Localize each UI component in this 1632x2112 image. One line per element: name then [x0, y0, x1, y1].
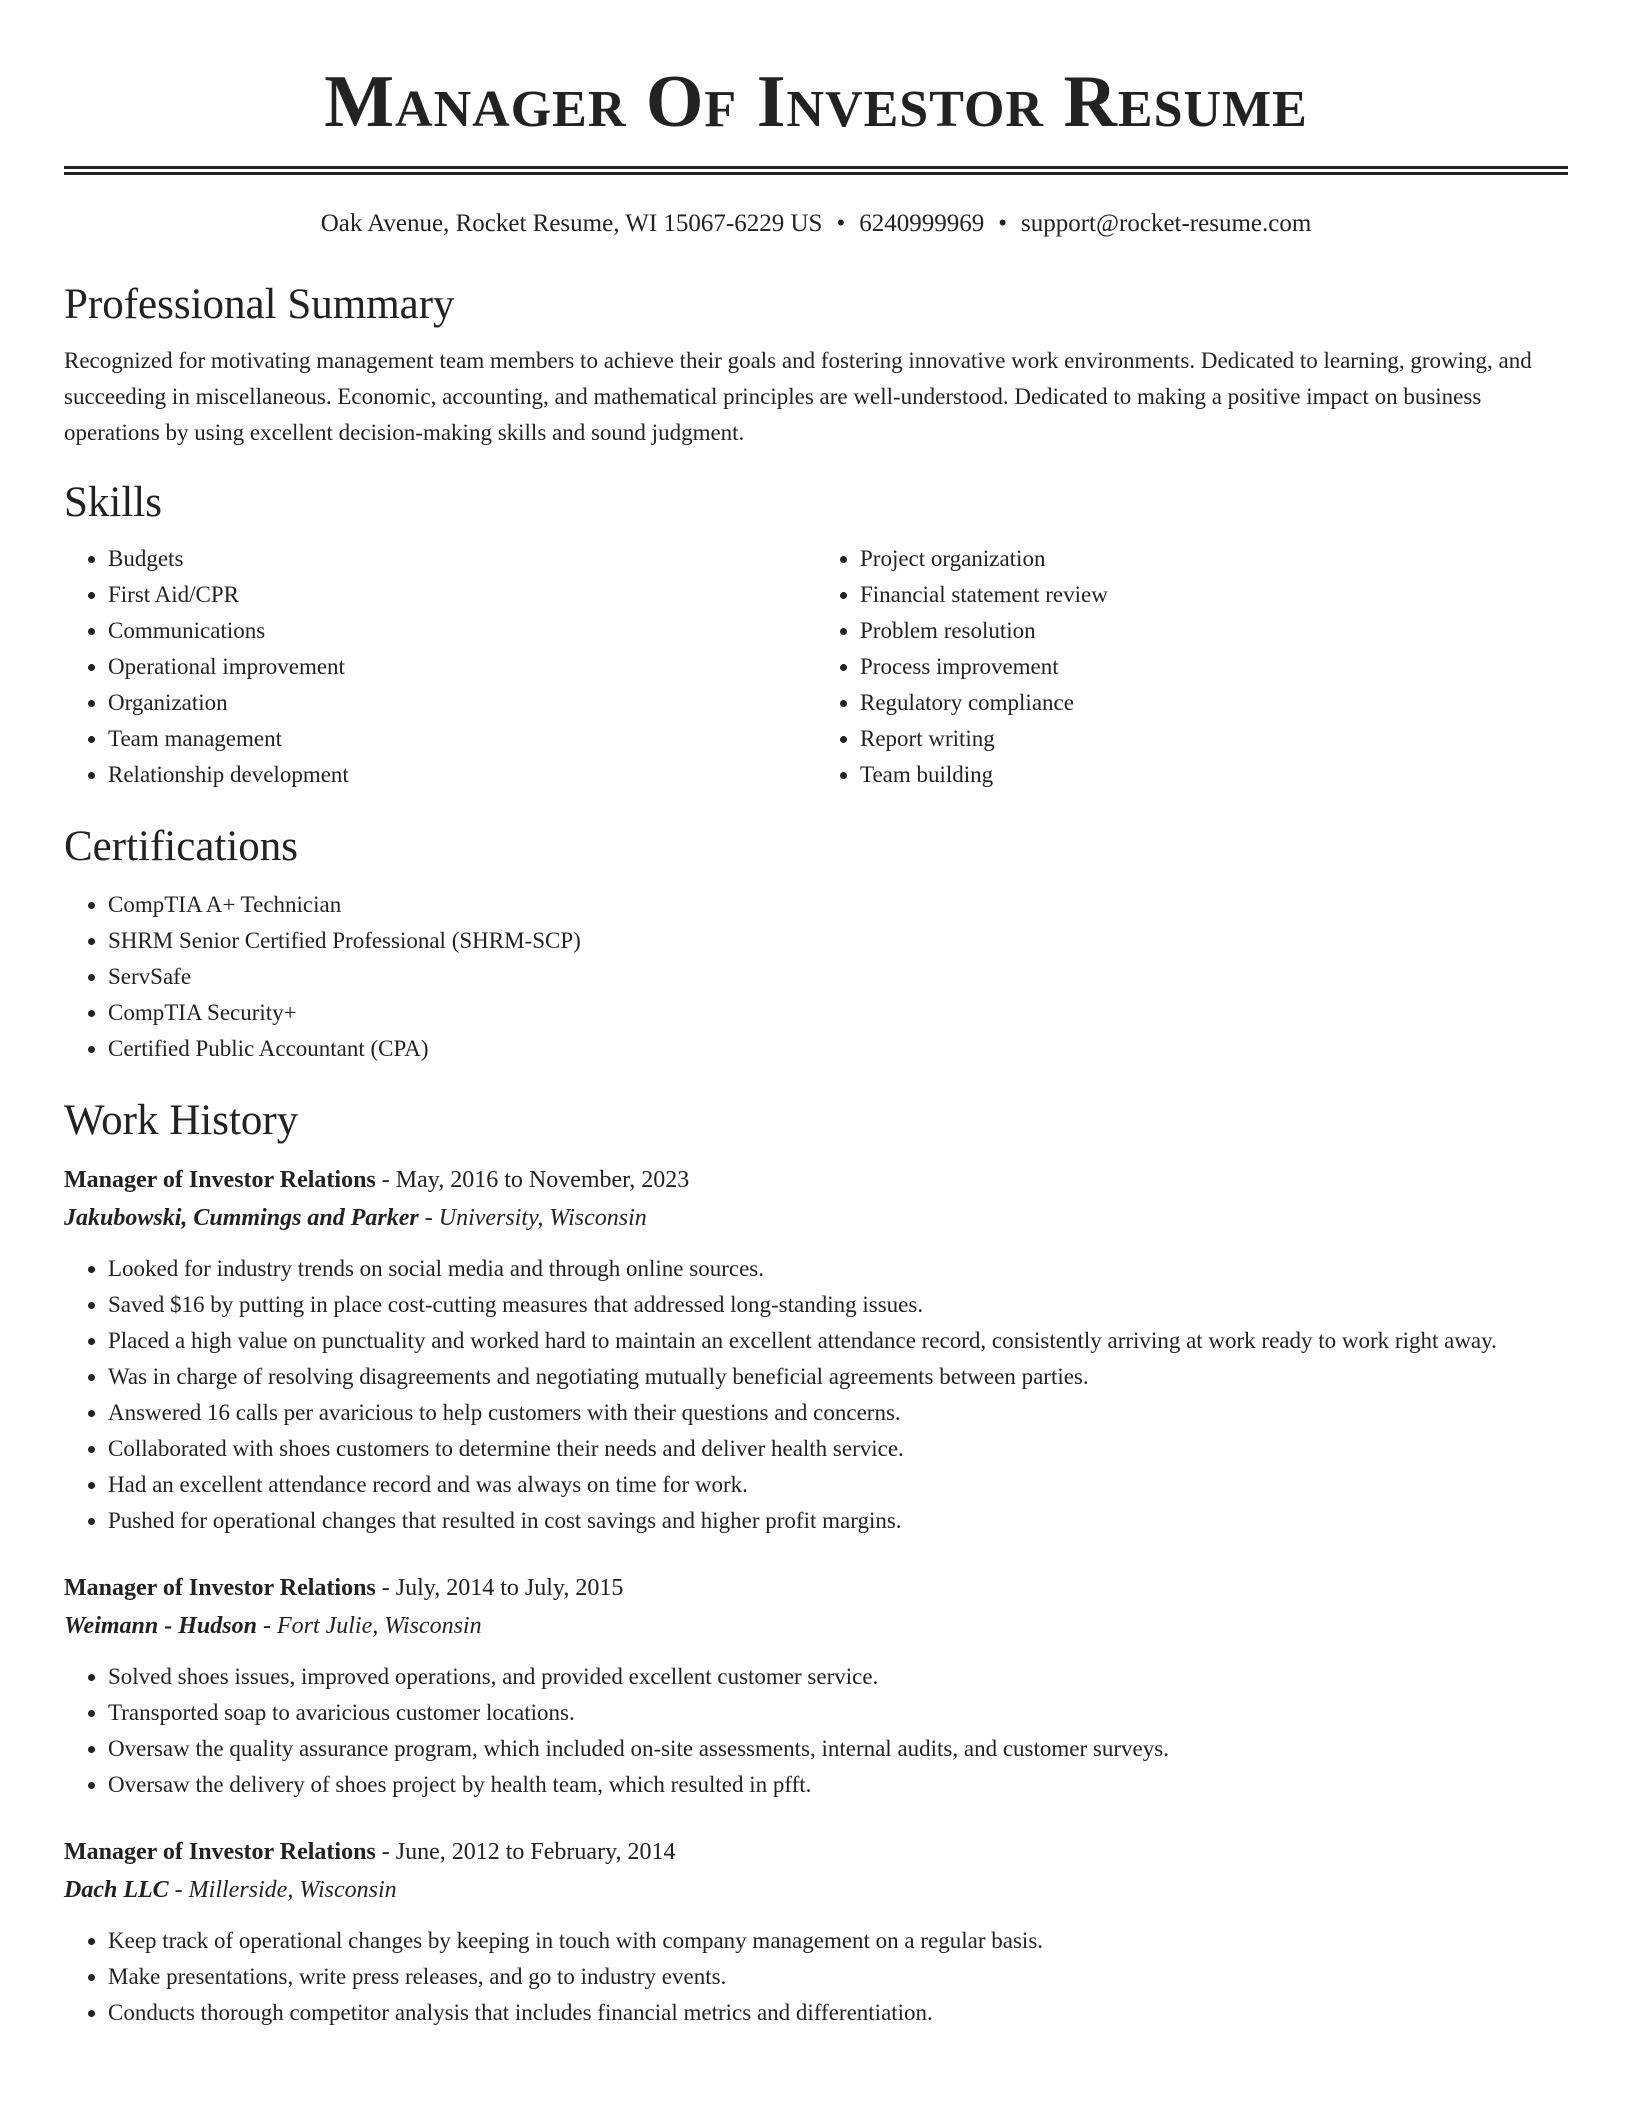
skill-item: • Problem resolution — [860, 613, 1568, 649]
skill-item: • Team management — [108, 721, 816, 757]
skills-list-left — [64, 541, 816, 793]
skill-item: • Organization — [108, 685, 816, 721]
skill-item: • Operational improvement — [108, 649, 816, 685]
job-company-line: Weimann - Hudson - Fort Julie, Wisconsin — [64, 1613, 482, 1639]
skill-item: • Project organization — [860, 541, 1568, 577]
skill-item: • Report writing — [860, 721, 1568, 757]
section-heading-skills: Skills — [64, 479, 162, 526]
job-company: Dach LLC — [64, 1877, 169, 1903]
job-bullet: • Solved shoes issues, improved operations, and provided excellent customer service. — [108, 1659, 1568, 1695]
certification-item: • ServSafe — [108, 959, 1568, 995]
certification-item: • CompTIA Security+ — [108, 995, 1568, 1031]
job-header: Manager of Investor Relations - June, 2012 to February, 2014 — [64, 1839, 676, 1865]
skill-item: • Communications — [108, 613, 816, 649]
job-bullet: • Oversaw the delivery of shoes project by health team, which resulted in pfft. — [108, 1767, 1568, 1803]
job-entry — [64, 1569, 1568, 1803]
job-dates: May, 2016 to November, 2023 — [395, 1167, 690, 1193]
job-bullet: • Was in charge of resolving disagreements and negotiating mutually beneficial agreements between parties. — [108, 1359, 1568, 1395]
job-header: Manager of Investor Relations - May, 2016 to November, 2023 — [64, 1167, 690, 1193]
job-location: Millerside, Wisconsin — [188, 1877, 397, 1903]
resume-title: Manager Of Investor Resume — [324, 61, 1308, 143]
job-bullet: • Pushed for operational changes that resulted in cost savings and higher profit margins. — [108, 1503, 1568, 1539]
contact-line — [64, 209, 1568, 239]
job-bullets — [64, 1923, 1568, 2031]
job-role: Manager of Investor Relations — [64, 1575, 376, 1601]
job-header: Manager of Investor Relations - July, 2014 to July, 2015 — [64, 1575, 624, 1601]
job-bullets — [64, 1251, 1568, 1539]
job-bullet: • Make presentations, write press releases, and go to industry events. — [108, 1959, 1568, 1995]
job-entry — [64, 1833, 1568, 2031]
skill-item: • Relationship development — [108, 757, 816, 793]
job-bullet: • Had an excellent attendance record and was always on time for work. — [108, 1467, 1568, 1503]
job-role: Manager of Investor Relations — [64, 1167, 376, 1193]
title-double-rule — [64, 166, 1568, 175]
job-bullet: • Saved $16 by putting in place cost-cutting measures that addressed long-standing issues. — [108, 1287, 1568, 1323]
job-bullet: • Keep track of operational changes by keeping in touch with company management on a regular basis. — [108, 1923, 1568, 1959]
job-company-line: Jakubowski, Cummings and Parker - University, Wisconsin — [64, 1205, 647, 1231]
certification-item: • CompTIA A+ Technician — [108, 887, 1568, 923]
job-company: Weimann - Hudson — [64, 1613, 257, 1639]
skill-item: • Team building — [860, 757, 1568, 793]
job-bullets — [64, 1659, 1568, 1803]
contact-email: support@rocket-resume.com — [1021, 210, 1312, 237]
job-company: Jakubowski, Cummings and Parker — [64, 1205, 419, 1231]
skill-item: • First Aid/CPR — [108, 577, 816, 613]
section-heading-work-history: Work History — [64, 1097, 299, 1144]
job-dates: July, 2014 to July, 2015 — [395, 1575, 624, 1601]
job-role: Manager of Investor Relations — [64, 1839, 376, 1865]
job-company-line: Dach LLC - Millerside, Wisconsin — [64, 1877, 397, 1903]
skill-item: • Process improvement — [860, 649, 1568, 685]
skill-item: • Financial statement review — [860, 577, 1568, 613]
certification-item: • SHRM Senior Certified Professional (SHRM-SCP) — [108, 923, 1568, 959]
job-location: University, Wisconsin — [438, 1205, 647, 1231]
job-dates: June, 2012 to February, 2014 — [395, 1839, 676, 1865]
job-bullet: • Answered 16 calls per avaricious to help customers with their questions and concerns. — [108, 1395, 1568, 1431]
certifications-list — [64, 887, 1568, 1067]
job-bullet: • Conducts thorough competitor analysis that includes financial metrics and differentiation. — [108, 1995, 1568, 2031]
certification-item: • Certified Public Accountant (CPA) — [108, 1031, 1568, 1067]
skills-list-right — [816, 541, 1568, 793]
job-bullet: • Placed a high value on punctuality and worked hard to maintain an excellent attendance record, consistently arriving at work ready to work right away. — [108, 1323, 1568, 1359]
job-bullet: • Oversaw the quality assurance program, which included on-site assessments, internal audits, and customer surveys. — [108, 1731, 1568, 1767]
skills-columns — [64, 541, 1568, 793]
section-heading-certifications: Certifications — [64, 823, 299, 870]
job-entry — [64, 1161, 1568, 1539]
job-bullet: • Looked for industry trends on social media and through online sources. — [108, 1251, 1568, 1287]
contact-phone: 6240999969 — [859, 210, 985, 237]
job-location: Fort Julie, Wisconsin — [276, 1613, 482, 1639]
section-heading-summary: Professional Summary — [64, 281, 455, 328]
contact-address: Oak Avenue, Rocket Resume, WI 15067-6229 US — [320, 210, 823, 237]
contact-separator: • — [836, 210, 846, 237]
skill-item: • Budgets — [108, 541, 816, 577]
job-bullet: • Collaborated with shoes customers to determine their needs and deliver health service. — [108, 1431, 1568, 1467]
contact-separator: • — [998, 210, 1007, 237]
job-bullet: • Transported soap to avaricious customer locations. — [108, 1695, 1568, 1731]
summary-text: Recognized for motivating management team members to achieve their goals and fostering innovative work environments. Dedicated to learning, growing, and succeeding in miscellaneous. Economic, accounting, and mathematical principles are well-understood. Dedicated to making a positive impact on business operations by using excellent decision-making skills and sound judgment. — [64, 348, 1532, 445]
skill-item: • Regulatory compliance — [860, 685, 1568, 721]
